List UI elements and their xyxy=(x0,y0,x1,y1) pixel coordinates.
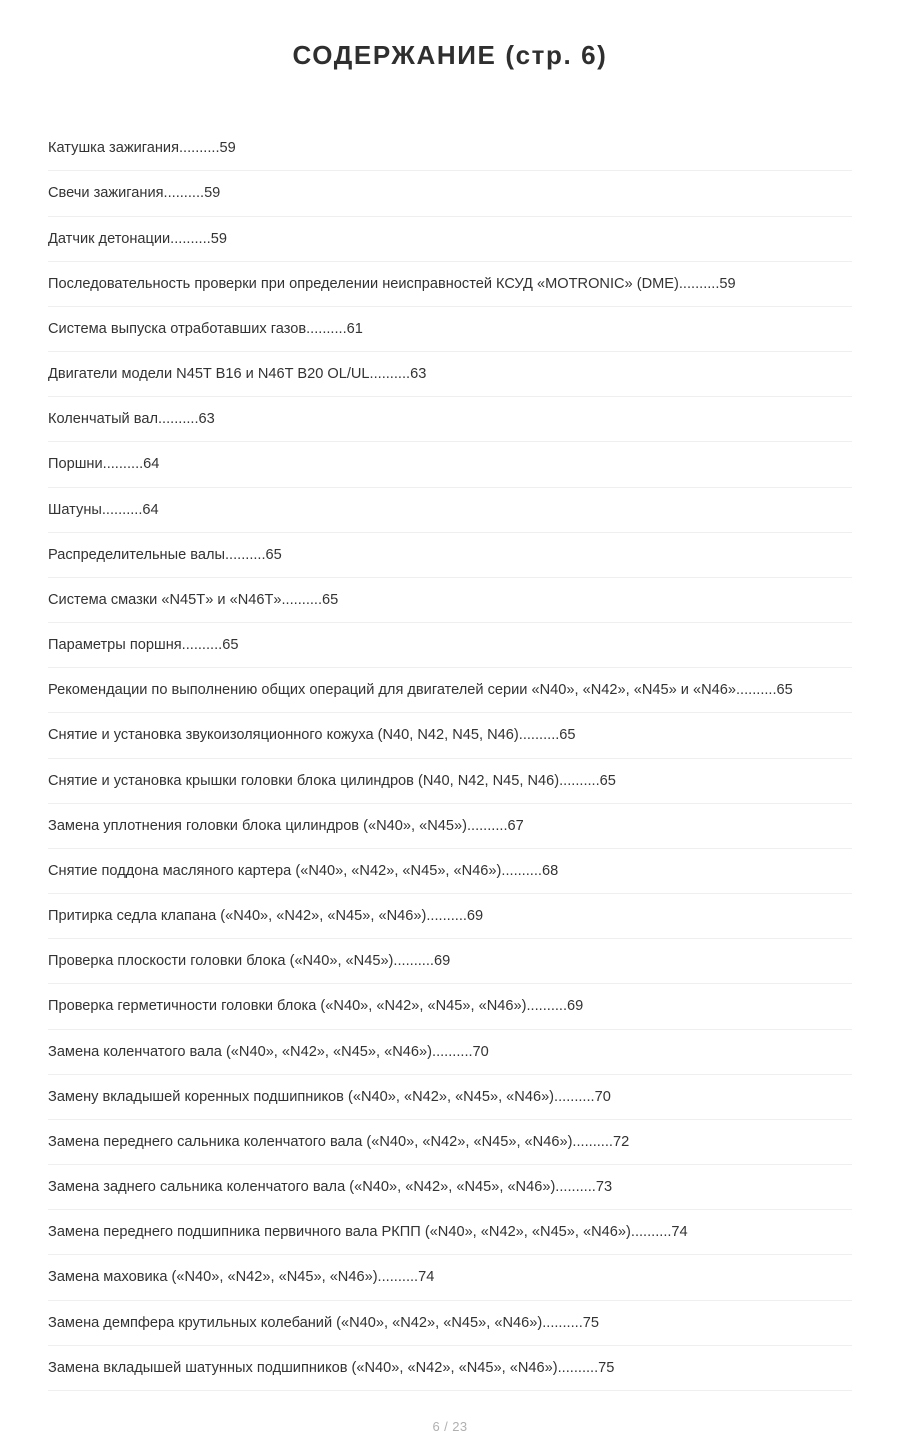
toc-entry-text: Система смазки «N45T» и «N46T»..........65 xyxy=(48,591,339,608)
toc-entry-text: Катушка зажигания..........59 xyxy=(48,140,236,157)
toc-entry-text: Замена переднего сальника коленчатого вала («N40», «N42», «N45», «N46»)..........72 xyxy=(48,1133,630,1150)
toc-entry[interactable] xyxy=(48,171,852,216)
toc-entry-text: Поршни..........64 xyxy=(48,456,160,473)
toc-entry-text: Замена уплотнения головки блока цилиндров («N40», «N45»)..........67 xyxy=(48,817,524,834)
toc-entry[interactable] xyxy=(48,1301,852,1346)
toc-entry[interactable] xyxy=(48,352,852,397)
toc-entry[interactable] xyxy=(48,759,852,804)
toc-entry-text: Шатуны..........64 xyxy=(48,501,159,518)
toc-entry-text: Параметры поршня..........65 xyxy=(48,637,239,654)
toc-entry[interactable] xyxy=(48,623,852,668)
toc-entry[interactable] xyxy=(48,894,852,939)
toc-entry[interactable] xyxy=(48,262,852,307)
toc-entry[interactable] xyxy=(48,307,852,352)
toc-entry-text: Замена демпфера крутильных колебаний («N40», «N42», «N45», «N46»)..........75 xyxy=(48,1314,599,1331)
toc-entry-text: Снятие и установка крышки головки блока цилиндров (N40, N42, N45, N46)..........65 xyxy=(48,772,616,789)
toc-entry-text: Распределительные валы..........65 xyxy=(48,546,282,563)
toc-entry[interactable] xyxy=(48,1165,852,1210)
toc-entry-text: Притирка седла клапана («N40», «N42», «N45», «N46»)..........69 xyxy=(48,908,484,925)
toc-entry-text: Проверка герметичности головки блока («N40», «N42», «N45», «N46»)..........69 xyxy=(48,998,584,1015)
toc-entry[interactable] xyxy=(48,1255,852,1300)
toc-entry-text: Замена коленчатого вала («N40», «N42», «N45», «N46»)..........70 xyxy=(48,1043,489,1060)
page-title: СОДЕРЖАНИЕ (стр. 6) xyxy=(292,40,608,70)
toc-entry-text: Последовательность проверки при определении неисправностей КСУД «MOTRONIC» (DME)..........59 xyxy=(48,275,736,292)
toc-entry-text: Замена вкладышей шатунных подшипников («N40», «N42», «N45», «N46»)..........75 xyxy=(48,1359,615,1376)
toc-entry[interactable] xyxy=(48,668,852,713)
toc-entry-text: Снятие и установка звукоизоляционного кожуха (N40, N42, N45, N46)..........65 xyxy=(48,727,576,744)
toc-entry-text: Замена переднего подшипника первичного вала РКПП («N40», «N42», «N45», «N46»)..........74 xyxy=(48,1224,688,1241)
toc-entry[interactable] xyxy=(48,217,852,262)
toc-entry[interactable] xyxy=(48,397,852,442)
toc-entry[interactable] xyxy=(48,442,852,487)
toc-entry[interactable] xyxy=(48,1075,852,1120)
toc-entry-text: Проверка плоскости головки блока («N40», «N45»)..........69 xyxy=(48,953,451,970)
page-number-footer: 6 / 23 xyxy=(432,1419,468,1434)
toc-entry[interactable] xyxy=(48,1346,852,1391)
toc-entry[interactable] xyxy=(48,1030,852,1075)
toc-entry[interactable] xyxy=(48,578,852,623)
toc-entry-text: Замена маховика («N40», «N42», «N45», «N46»)..........74 xyxy=(48,1269,435,1286)
toc-entry[interactable] xyxy=(48,533,852,578)
toc-entry[interactable] xyxy=(48,488,852,533)
toc-entry-text: Свечи зажигания..........59 xyxy=(48,185,221,202)
toc-entry[interactable] xyxy=(48,1120,852,1165)
toc-entry[interactable] xyxy=(48,713,852,758)
toc-entry-text: Замена заднего сальника коленчатого вала («N40», «N42», «N45», «N46»)..........73 xyxy=(48,1179,613,1196)
toc-entry-text: Двигатели модели N45T B16 и N46T B20 OL/UL..........63 xyxy=(48,366,427,383)
toc-entry-text: Снятие поддона масляного картера («N40», «N42», «N45», «N46»)..........68 xyxy=(48,862,559,879)
toc-entry[interactable] xyxy=(48,939,852,984)
toc-entry[interactable] xyxy=(48,804,852,849)
toc-entry-text: Коленчатый вал..........63 xyxy=(48,411,215,428)
toc-entry[interactable] xyxy=(48,117,852,171)
toc-entry[interactable] xyxy=(48,984,852,1029)
toc-entry-text: Система выпуска отработавших газов..........61 xyxy=(48,320,363,337)
toc-entry-text: Рекомендации по выполнению общих операций для двигателей серии «N40», «N42», «N45» и «N46»..........65 xyxy=(48,682,793,699)
toc-entry[interactable] xyxy=(48,1210,852,1255)
toc-entry-text: Датчик детонации..........59 xyxy=(48,230,227,247)
toc-entry-text: Замену вкладышей коренных подшипников («N40», «N42», «N45», «N46»)..........70 xyxy=(48,1088,611,1105)
toc-entry[interactable] xyxy=(48,849,852,894)
